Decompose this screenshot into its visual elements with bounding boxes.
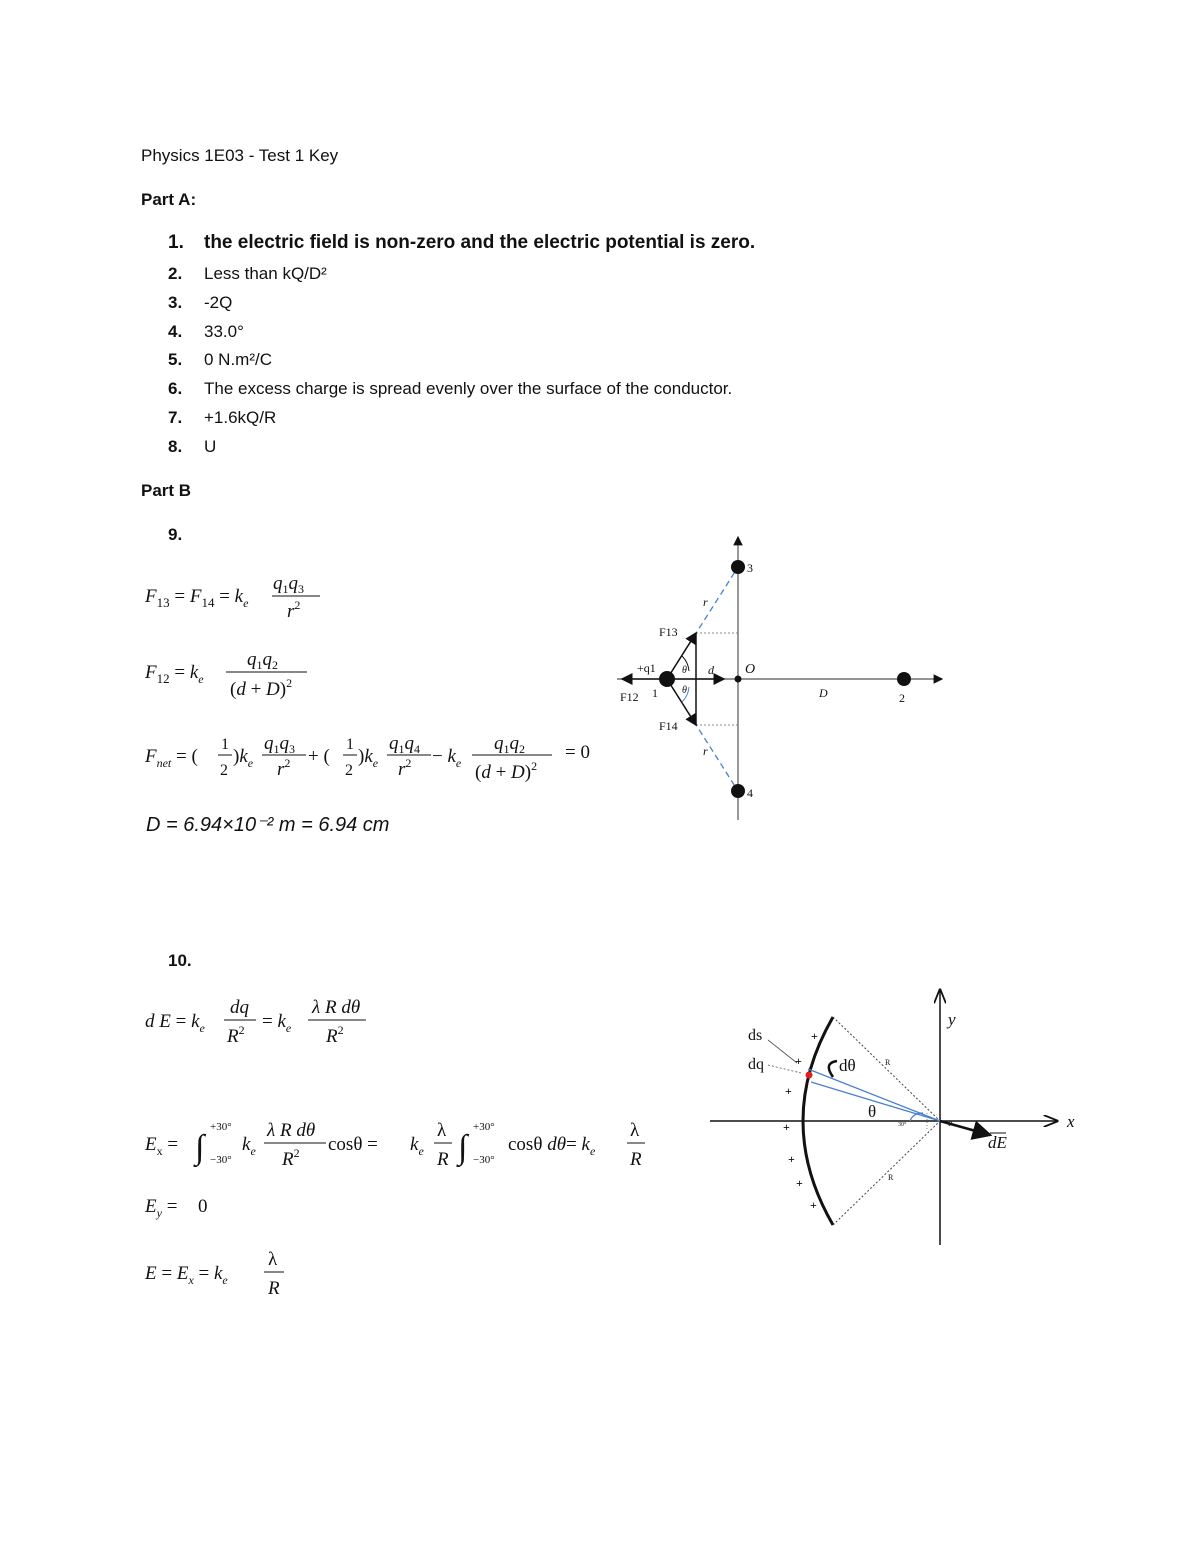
label-f14: F14 <box>659 719 678 733</box>
charge-element <box>806 1072 813 1079</box>
svg-text:q1q3: $q_1q_3$ <box>264 733 295 756</box>
svg-text:Ex =: $E_x$ = <box>145 1134 179 1158</box>
label-theta-lower: θ <box>682 685 687 696</box>
svg-text:(d + D)2: $(d + D)^2$ <box>475 759 538 783</box>
answer-text: +1.6kQ/R <box>204 408 277 427</box>
answer-text: -2Q <box>204 293 233 312</box>
svg-text:r2: $r^2$ <box>287 598 301 622</box>
svg-text:1: 1 <box>221 736 229 753</box>
plus-sign: + <box>811 1029 818 1043</box>
svg-text:λ R dθ: λ R dθ <box>267 1120 316 1141</box>
label-theta-upper: θ <box>682 665 687 676</box>
label-r-lower: R <box>888 1173 894 1182</box>
charge-2 <box>897 672 911 686</box>
plus-sign: + <box>785 1084 792 1098</box>
svg-text:∫: ∫ <box>195 1129 205 1166</box>
svg-text:E = Ex = ke: $E = E_x = k_e$ <box>145 1263 228 1287</box>
label-f12: F12 <box>620 690 639 704</box>
label-d: d <box>708 663 714 677</box>
svg-text:0: 0 <box>198 1196 208 1217</box>
svg-text:cosθ dθ= ke: cosθ $d\theta= k_e$ <box>508 1134 596 1158</box>
svg-text:q1q2: $q_1q_2$ <box>247 649 278 672</box>
svg-text:Ey =: $E_y$ = <box>145 1196 178 1220</box>
plus-sign: + <box>810 1198 817 1212</box>
svg-text:1: 1 <box>346 736 354 753</box>
label-theta: θ <box>868 1102 877 1121</box>
svg-text:R: R <box>268 1278 280 1299</box>
label-angle: 30° <box>898 1122 907 1128</box>
svg-text:∫: ∫ <box>458 1129 468 1166</box>
svg-text:F12 = ke: $F_{12} = k_e$ <box>145 662 204 686</box>
answer-number: 6. <box>168 379 183 398</box>
svg-text:= ke: = $k_e$ <box>262 1011 292 1035</box>
answer-2 <box>168 264 327 284</box>
svg-text:q1q4: $q_1q_4$ <box>389 733 420 756</box>
svg-text:R2: $R^2$ <box>326 1023 344 1047</box>
label-r-lower: r <box>703 744 708 758</box>
dtheta-arrow <box>829 1061 837 1077</box>
svg-text:r2: $r^2$ <box>398 756 412 780</box>
svg-text:= 0: = 0 <box>565 742 590 763</box>
question-9-number: 9. <box>168 525 183 544</box>
label-dtheta: dθ <box>839 1056 856 1075</box>
q10-equations <box>140 990 670 1310</box>
charge-4 <box>731 784 745 798</box>
answer-text: 0 N.m²/C <box>204 350 272 369</box>
plus-sign: + <box>788 1152 795 1166</box>
q9-equations <box>140 565 610 845</box>
label-2: 2 <box>899 691 905 705</box>
answer-6 <box>168 379 732 399</box>
answer-text: the electric field is non-zero and the electric potential is zero. <box>204 232 756 253</box>
origin-point <box>735 676 742 683</box>
q10-diagram <box>705 985 1085 1255</box>
svg-text:F13 = F14 = ke: $F_{13} = F_{14} = k_e$ <box>145 586 249 610</box>
label-y: y <box>948 1010 956 1029</box>
label-O: O <box>745 662 756 677</box>
svg-text:d E = ke: d $E = k_e$ <box>145 1011 205 1035</box>
answer-number: 8. <box>168 437 183 456</box>
part-a-heading: Part A: <box>141 190 197 209</box>
svg-text:−30°: −30° <box>210 1154 232 1166</box>
svg-text:R2: $R^2$ <box>227 1023 245 1047</box>
svg-text:(d + D)2: $(d + D)^2$ <box>230 676 293 700</box>
answer-5 <box>168 350 272 370</box>
label-1: 1 <box>652 686 658 700</box>
plus-sign: + <box>795 1054 802 1068</box>
answer-7 <box>168 408 276 428</box>
svg-text:λ: λ <box>630 1120 640 1141</box>
answer-1 <box>168 232 755 254</box>
answer-text: Less than kQ/D² <box>204 264 327 283</box>
svg-text:q1q2: $q_1q_2$ <box>494 733 525 756</box>
label-r-upper: r <box>703 595 708 609</box>
svg-text:R2: $R^2$ <box>282 1146 300 1170</box>
svg-text:+ (: + ( <box>308 746 330 767</box>
label-3: 3 <box>747 561 753 575</box>
q9-diagram <box>612 525 952 825</box>
svg-text:− ke: − $k_e$ <box>432 746 462 770</box>
plus-sign: + <box>783 1120 790 1134</box>
label-D: D <box>819 686 828 700</box>
svg-text:dq: dq <box>230 997 249 1018</box>
answer-text: 33.0° <box>204 322 244 341</box>
label-x: x <box>1067 1112 1075 1131</box>
answer-number: 2. <box>168 264 183 283</box>
answer-8 <box>168 437 216 457</box>
svg-text:2: 2 <box>220 762 228 779</box>
svg-text:Fnet = (: $F_{net}$ = ( <box>145 746 198 770</box>
svg-text:+30°: +30° <box>210 1121 232 1133</box>
svg-text:ke: $k_e$ <box>242 1134 256 1158</box>
answer-number: 3. <box>168 293 183 312</box>
label-f13: F13 <box>659 625 678 639</box>
svg-text:λ: λ <box>268 1249 278 1270</box>
question-10-number: 10. <box>168 951 192 970</box>
answer-4 <box>168 322 244 342</box>
svg-text:R: R <box>437 1149 449 1170</box>
svg-text:)ke: )$k_e$ <box>233 746 254 770</box>
svg-text:r2: $r^2$ <box>277 756 291 780</box>
q9-result: D = 6.94×10⁻² m = 6.94 cm <box>146 814 390 836</box>
answer-text: The excess charge is spread evenly over the surface of the conductor. <box>204 379 733 398</box>
label-r-upper: R <box>885 1058 891 1067</box>
label-dq: dq <box>748 1056 764 1073</box>
answer-number: 5. <box>168 350 183 369</box>
answer-number: 7. <box>168 408 183 427</box>
page-title: Physics 1E03 - Test 1 Key <box>141 146 339 165</box>
svg-text:ke: $k_e$ <box>410 1134 424 1158</box>
answer-number: 4. <box>168 322 183 341</box>
svg-text:q1q3: $q_1q_3$ <box>273 573 304 596</box>
label-ds: ds <box>748 1027 763 1044</box>
answer-3 <box>168 293 232 313</box>
answer-number: 1. <box>168 232 184 253</box>
label-q1: +q1 <box>637 661 656 675</box>
svg-text:+30°: +30° <box>473 1121 495 1133</box>
label-4: 4 <box>747 786 753 800</box>
svg-text:λ: λ <box>437 1120 447 1141</box>
svg-text:cosθ =: cosθ = <box>328 1134 378 1155</box>
svg-text:−30°: −30° <box>473 1154 495 1166</box>
svg-text:)ke: )$k_e$ <box>358 746 379 770</box>
svg-text:R: R <box>630 1149 642 1170</box>
answer-text: U <box>204 437 217 456</box>
charge-3 <box>731 560 745 574</box>
label-de: dE <box>988 1133 1007 1152</box>
plus-sign: + <box>796 1176 803 1190</box>
svg-text:2: 2 <box>345 762 353 779</box>
part-b-heading: Part B <box>141 481 192 500</box>
svg-text:λ R dθ: λ R dθ <box>312 997 361 1018</box>
label-p: P <box>948 1119 953 1128</box>
charge-1 <box>659 671 675 687</box>
